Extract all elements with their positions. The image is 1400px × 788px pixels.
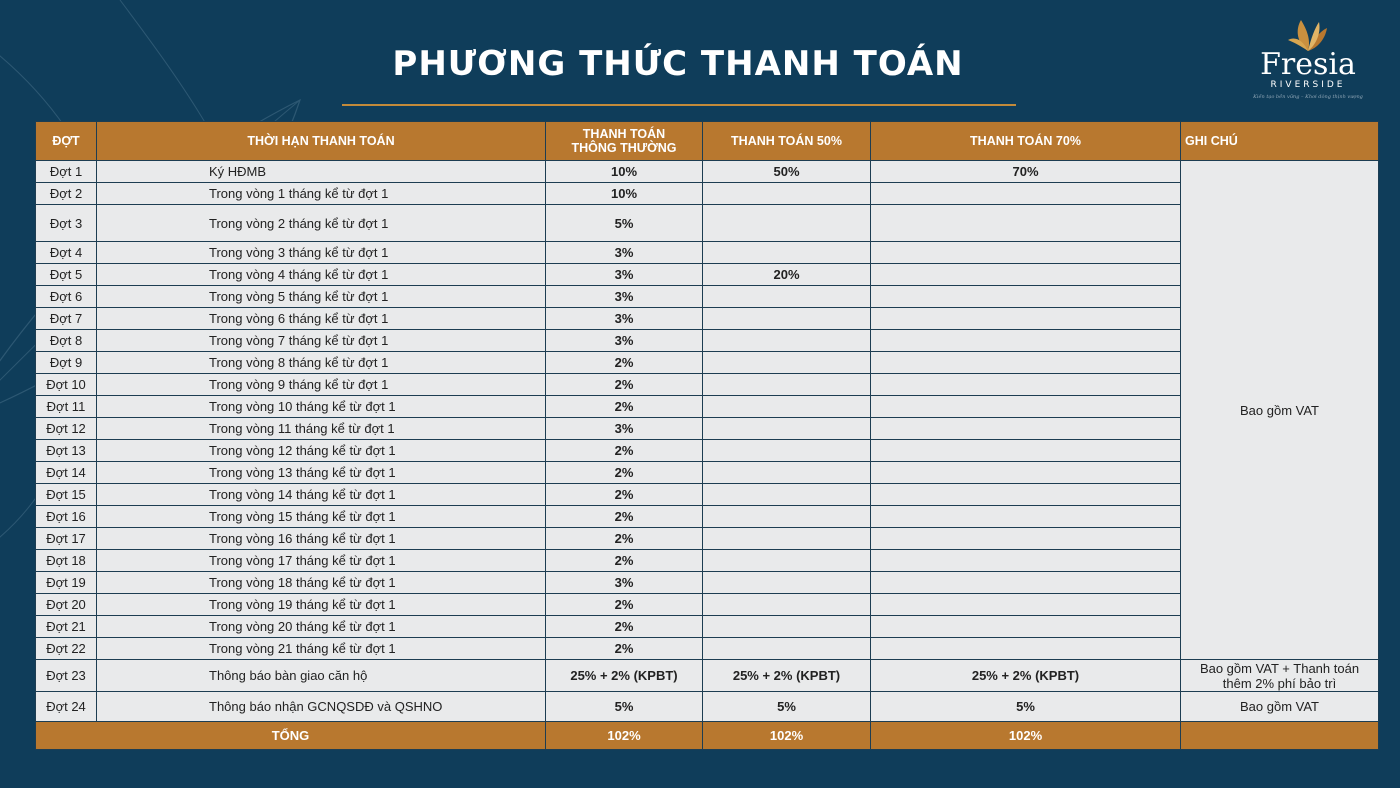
- cell-p70: [871, 205, 1181, 242]
- cell-deadline: Trong vòng 3 tháng kể từ đợt 1: [97, 242, 546, 264]
- cell-p50: [703, 308, 871, 330]
- cell-normal: 2%: [546, 594, 703, 616]
- cell-normal: 2%: [546, 506, 703, 528]
- table-row: [36, 660, 1379, 692]
- cell-p70: [871, 352, 1181, 374]
- cell-deadline: Trong vòng 7 tháng kể từ đợt 1: [97, 330, 546, 352]
- cell-deadline: Trong vòng 5 tháng kể từ đợt 1: [97, 286, 546, 308]
- cell-p70: [871, 308, 1181, 330]
- cell-p50: [703, 183, 871, 205]
- header-normal: [546, 122, 703, 161]
- cell-dot: Đợt 22: [36, 638, 97, 660]
- table-row: [36, 242, 1379, 264]
- cell-p50: 20%: [703, 264, 871, 286]
- cell-normal: 5%: [546, 692, 703, 722]
- cell-deadline: Trong vòng 19 tháng kể từ đợt 1: [97, 594, 546, 616]
- cell-deadline: Trong vòng 11 tháng kể từ đợt 1: [97, 418, 546, 440]
- cell-p70: [871, 374, 1181, 396]
- cell-p70: 70%: [871, 161, 1181, 183]
- cell-deadline: Ký HĐMB: [97, 161, 546, 183]
- logo-tagline: Kiến tạo bền vững – Khơi dòng thịnh vượng: [1253, 94, 1363, 100]
- table-row: [36, 462, 1379, 484]
- cell-deadline: Trong vòng 1 tháng kể từ đợt 1: [97, 183, 546, 205]
- cell-dot: Đợt 1: [36, 161, 97, 183]
- cell-p70: [871, 484, 1181, 506]
- cell-p70: 25% + 2% (KPBT): [871, 660, 1181, 692]
- header-p50: THANH TOÁN 50%: [703, 122, 871, 161]
- cell-p70: [871, 183, 1181, 205]
- table-row: [36, 205, 1379, 242]
- note-row23-line2: thêm 2% phí bảo trì: [1222, 675, 1337, 691]
- total-p70: 102%: [871, 722, 1181, 750]
- table-row: [36, 594, 1379, 616]
- cell-p50: 50%: [703, 161, 871, 183]
- cell-p70: [871, 396, 1181, 418]
- cell-p50: [703, 572, 871, 594]
- total-normal: 102%: [546, 722, 703, 750]
- cell-normal: 10%: [546, 183, 703, 205]
- cell-deadline: Thông báo nhận GCNQSDĐ và QSHNO: [97, 692, 546, 722]
- header-note: GHI CHÚ: [1181, 122, 1379, 161]
- cell-p50: [703, 205, 871, 242]
- cell-p50: [703, 286, 871, 308]
- cell-dot: Đợt 18: [36, 550, 97, 572]
- header-deadline: THỜI HẠN THANH TOÁN: [97, 122, 546, 161]
- cell-normal: 2%: [546, 616, 703, 638]
- table-row: [36, 638, 1379, 660]
- cell-p70: [871, 264, 1181, 286]
- cell-p70: [871, 594, 1181, 616]
- cell-dot: Đợt 24: [36, 692, 97, 722]
- cell-p70: [871, 440, 1181, 462]
- table-row: [36, 692, 1379, 722]
- cell-normal: 10%: [546, 161, 703, 183]
- cell-p50: [703, 528, 871, 550]
- table-row: [36, 286, 1379, 308]
- total-note: [1181, 722, 1379, 750]
- cell-p70: [871, 418, 1181, 440]
- cell-deadline: Trong vòng 8 tháng kể từ đợt 1: [97, 352, 546, 374]
- cell-p70: [871, 616, 1181, 638]
- cell-normal: 2%: [546, 374, 703, 396]
- cell-normal: 2%: [546, 550, 703, 572]
- cell-note-row23: [1181, 660, 1379, 692]
- cell-p50: [703, 550, 871, 572]
- table-row: [36, 161, 1379, 183]
- cell-dot: Đợt 15: [36, 484, 97, 506]
- cell-deadline: Trong vòng 16 tháng kể từ đợt 1: [97, 528, 546, 550]
- table-row: [36, 506, 1379, 528]
- cell-dot: Đợt 2: [36, 183, 97, 205]
- table-row: [36, 572, 1379, 594]
- page-title: PHƯƠNG THỨC THANH TOÁN: [392, 44, 964, 84]
- table-row: [36, 396, 1379, 418]
- cell-normal: 5%: [546, 205, 703, 242]
- cell-p70: [871, 242, 1181, 264]
- table-row: [36, 374, 1379, 396]
- cell-p70: [871, 286, 1181, 308]
- cell-deadline: Trong vòng 6 tháng kể từ đợt 1: [97, 308, 546, 330]
- cell-dot: Đợt 20: [36, 594, 97, 616]
- cell-normal: 3%: [546, 572, 703, 594]
- cell-p50: [703, 352, 871, 374]
- brand-logo: [1238, 18, 1378, 128]
- table-row: [36, 352, 1379, 374]
- cell-normal: 3%: [546, 330, 703, 352]
- cell-dot: Đợt 21: [36, 616, 97, 638]
- table-row: [36, 550, 1379, 572]
- table-row: [36, 484, 1379, 506]
- cell-normal: 25% + 2% (KPBT): [546, 660, 703, 692]
- table-row: [36, 616, 1379, 638]
- cell-p70: [871, 550, 1181, 572]
- total-row: [36, 722, 1379, 750]
- cell-p50: 25% + 2% (KPBT): [703, 660, 871, 692]
- cell-normal: 3%: [546, 264, 703, 286]
- note-row23-line1: Bao gồm VAT + Thanh toán: [1199, 660, 1360, 676]
- cell-normal: 2%: [546, 396, 703, 418]
- cell-p50: [703, 594, 871, 616]
- cell-deadline: Trong vòng 20 tháng kể từ đợt 1: [97, 616, 546, 638]
- table-row: [36, 418, 1379, 440]
- cell-dot: Đợt 14: [36, 462, 97, 484]
- cell-dot: Đợt 6: [36, 286, 97, 308]
- cell-note-main: Bao gồm VAT: [1181, 161, 1379, 660]
- cell-deadline: Trong vòng 17 tháng kể từ đợt 1: [97, 550, 546, 572]
- cell-dot: Đợt 7: [36, 308, 97, 330]
- cell-p50: [703, 330, 871, 352]
- header-p70: THANH TOÁN 70%: [871, 122, 1181, 161]
- header-dot: ĐỢT: [36, 122, 97, 161]
- table-row: [36, 264, 1379, 286]
- cell-dot: Đợt 19: [36, 572, 97, 594]
- payment-schedule-table: [35, 121, 1379, 750]
- cell-p50: [703, 484, 871, 506]
- cell-p70: [871, 638, 1181, 660]
- cell-dot: Đợt 9: [36, 352, 97, 374]
- cell-dot: Đợt 13: [36, 440, 97, 462]
- table-row: [36, 528, 1379, 550]
- cell-dot: Đợt 4: [36, 242, 97, 264]
- cell-p70: [871, 330, 1181, 352]
- cell-deadline: Trong vòng 2 tháng kể từ đợt 1: [97, 205, 546, 242]
- cell-normal: 2%: [546, 528, 703, 550]
- cell-normal: 2%: [546, 352, 703, 374]
- cell-p50: [703, 418, 871, 440]
- cell-deadline: Trong vòng 10 tháng kể từ đợt 1: [97, 396, 546, 418]
- cell-deadline: Thông báo bàn giao căn hộ: [97, 660, 546, 692]
- total-label: TỔNG: [36, 722, 546, 750]
- table-row: [36, 308, 1379, 330]
- cell-p50: [703, 440, 871, 462]
- cell-dot: Đợt 10: [36, 374, 97, 396]
- cell-dot: Đợt 5: [36, 264, 97, 286]
- cell-p70: 5%: [871, 692, 1181, 722]
- table-row: [36, 440, 1379, 462]
- cell-dot: Đợt 23: [36, 660, 97, 692]
- cell-deadline: Trong vòng 4 tháng kể từ đợt 1: [97, 264, 546, 286]
- cell-dot: Đợt 17: [36, 528, 97, 550]
- logo-subtitle: RIVERSIDE: [1270, 80, 1346, 90]
- cell-normal: 3%: [546, 242, 703, 264]
- table-row: [36, 330, 1379, 352]
- cell-dot: Đợt 8: [36, 330, 97, 352]
- cell-deadline: Trong vòng 13 tháng kể từ đợt 1: [97, 462, 546, 484]
- header-normal-line1: THANH TOÁN: [582, 127, 666, 141]
- table-header-row: [36, 122, 1379, 161]
- cell-p50: [703, 396, 871, 418]
- cell-p70: [871, 528, 1181, 550]
- cell-p50: [703, 462, 871, 484]
- cell-note-row24: Bao gồm VAT: [1181, 692, 1379, 722]
- cell-deadline: Trong vòng 14 tháng kể từ đợt 1: [97, 484, 546, 506]
- cell-normal: 2%: [546, 638, 703, 660]
- cell-deadline: Trong vòng 9 tháng kể từ đợt 1: [97, 374, 546, 396]
- cell-normal: 3%: [546, 286, 703, 308]
- cell-deadline: Trong vòng 21 tháng kể từ đợt 1: [97, 638, 546, 660]
- cell-dot: Đợt 12: [36, 418, 97, 440]
- cell-deadline: Trong vòng 15 tháng kể từ đợt 1: [97, 506, 546, 528]
- cell-p50: [703, 616, 871, 638]
- cell-p50: [703, 242, 871, 264]
- cell-dot: Đợt 16: [36, 506, 97, 528]
- cell-normal: 2%: [546, 462, 703, 484]
- cell-normal: 3%: [546, 418, 703, 440]
- cell-normal: 2%: [546, 484, 703, 506]
- cell-normal: 3%: [546, 308, 703, 330]
- logo-name: Fresia: [1260, 47, 1356, 82]
- cell-deadline: Trong vòng 18 tháng kể từ đợt 1: [97, 572, 546, 594]
- cell-p70: [871, 506, 1181, 528]
- cell-p50: [703, 638, 871, 660]
- table-row: [36, 183, 1379, 205]
- total-p50: 102%: [703, 722, 871, 750]
- header-normal-line2: THÔNG THƯỜNG: [571, 141, 677, 155]
- cell-dot: Đợt 11: [36, 396, 97, 418]
- cell-p50: [703, 506, 871, 528]
- cell-p70: [871, 462, 1181, 484]
- cell-p50: 5%: [703, 692, 871, 722]
- title-underline: [342, 104, 1016, 106]
- cell-dot: Đợt 3: [36, 205, 97, 242]
- cell-normal: 2%: [546, 440, 703, 462]
- cell-deadline: Trong vòng 12 tháng kể từ đợt 1: [97, 440, 546, 462]
- cell-p70: [871, 572, 1181, 594]
- cell-p50: [703, 374, 871, 396]
